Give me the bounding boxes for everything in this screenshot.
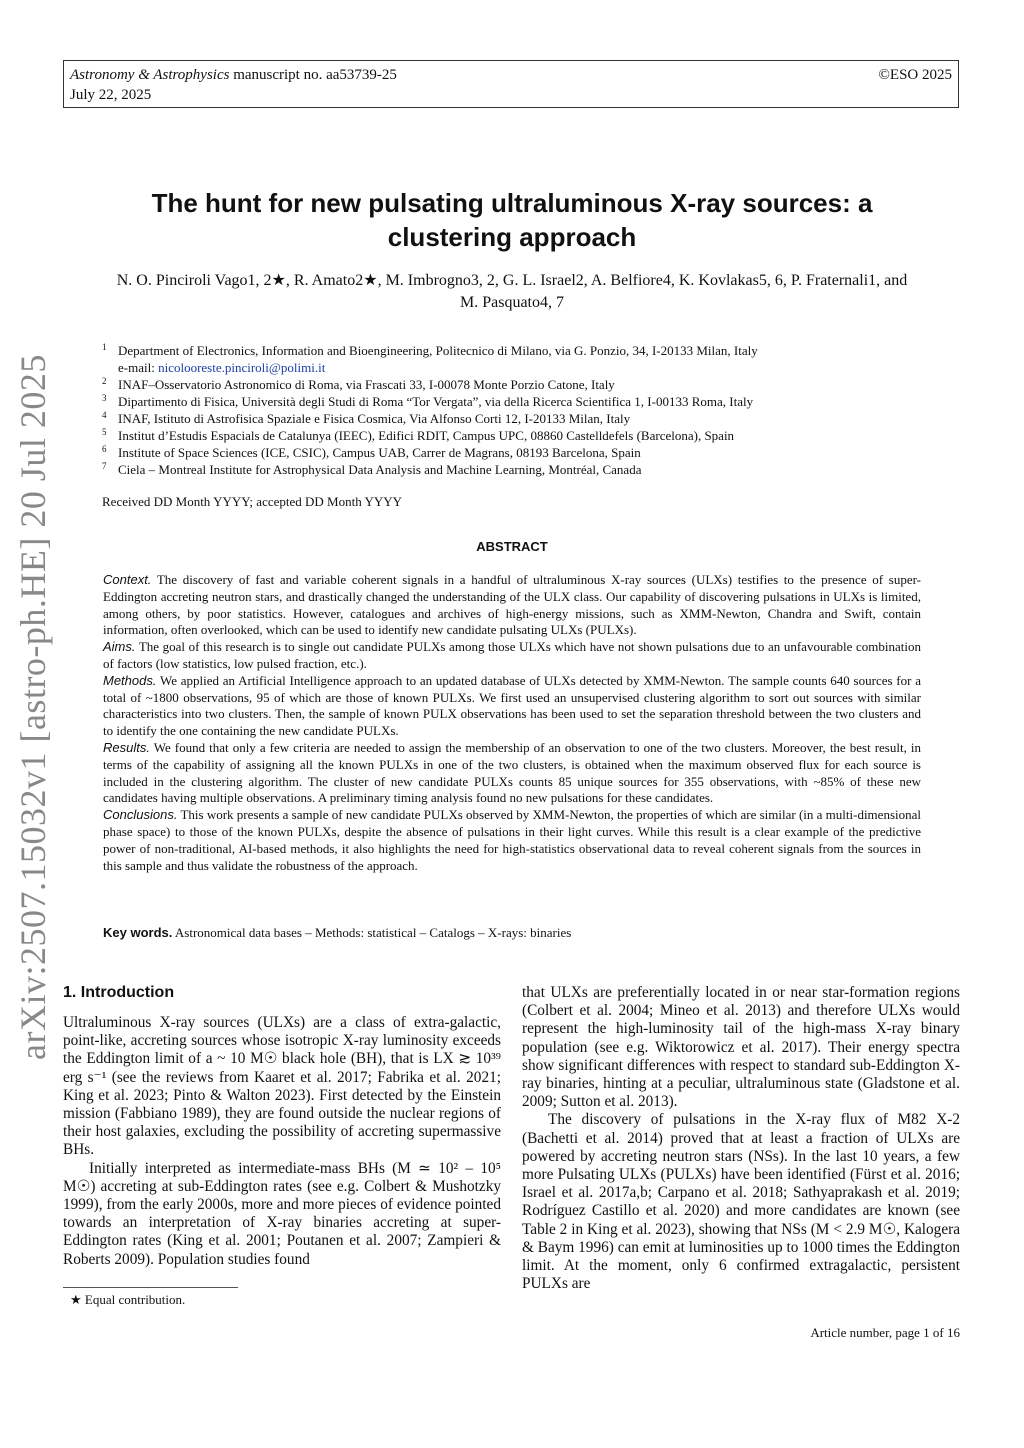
intro-paragraph: The discovery of pulsations in the X-ray flux of M82 X-2 (Bachetti et al. 2014) proved that at least a fraction of ULXs are powered by accreting neutron stars (NSs). In the last 10 years, a few more Pulsating ULXs (PULXs) have been identified (Fürst et al. 2016; Israel et al. 2017a,b; Carpano et al. 2018; Sathyaprakash et al. 2019; Rodríguez Castillo et al. 2020) and more candidates are known (see Table 2 in King et al. 2023), showing that NSs (M < 2.9 M☉, Kalogera & Baym 1996) can emit at luminosities up to 1000 times the Eddington limit. At the moment, only 6 confirmed extragalactic, persistent PULXs are — [522, 1111, 960, 1293]
keywords — [103, 925, 921, 941]
manuscript-number: manuscript no. aa53739-25 — [229, 67, 397, 83]
affiliation-text: Institut d’Estudis Espacials de Catalunya (IEEC), Edifici RDIT, Campus UPC, 08860 Castelldefels (Barcelona), Spain — [118, 428, 735, 443]
affiliation-item — [100, 461, 930, 478]
intro-paragraph: Ultraluminous X-ray sources (ULXs) are a class of extra-galactic, point-like, accreting sources whose isotropic X-ray luminosity exceeds the Eddington limit of a ~ 10 M☉ black hole (BH), that is LX ≳ 10³⁹ erg s⁻¹ (see the reviews from Kaaret et al. 2017; Fabrika et al. 2021; King et al. 2023; Pinto & Walton 2023). First detected by the Einstein mission (Fabbiano 1989), they are found outside the nuclear regions of their host galaxies, excluding the possibility of accreting supermassive BHs. — [63, 1014, 501, 1159]
affiliation-item — [100, 427, 930, 444]
affiliation-text: Department of Electronics, Information and Bioengineering, Politecnico di Milano, via G. Ponzio, 34, I-20133 Milan, Italy — [118, 343, 758, 358]
abstract-title: ABSTRACT — [476, 539, 548, 554]
abstract-methods — [103, 673, 921, 740]
abstract-results — [103, 740, 921, 807]
paper-title: The hunt for new pulsating ultraluminous X-ray sources: a clustering approach — [151, 188, 873, 252]
footnote: ★ Equal contribution. — [70, 1292, 186, 1307]
affiliation-item — [100, 393, 930, 410]
intro-paragraph: Initially interpreted as intermediate-mass BHs (M ≃ 10² – 10⁵ M☉) accreting at sub-Eddington rates (see e.g. Colbert & Mushotzky 1999), from the early 2000s, more and more pieces of evidence pointed towards an interpretation of X-ray binaries accreting at super-Eddington rates (King et al. 2001; Poutanen et al. 2007; Zampieri & Roberts 2009). Population studies found — [63, 1159, 501, 1268]
results-label: Results. — [103, 739, 150, 755]
affiliation-item — [100, 342, 930, 359]
affiliation-text: Dipartimento di Fisica, Università degli Studi di Roma “Tor Vergata”, via della Ricerca Scientifica 1, I-00133 Roma, Italy — [118, 394, 754, 409]
authors-line-1: N. O. Pinciroli Vago1, 2★, R. Amato2★, M. Imbrogno3, 2, G. L. Israel2, A. Belfiore4, K. Kovlakas5, 6, P. Fraternali1, and — [116, 272, 908, 289]
header-date: July 22, 2025 — [70, 87, 152, 103]
affiliation-item — [100, 410, 930, 427]
received-line: Received DD Month YYYY; accepted DD Month YYYY — [102, 494, 403, 509]
conclusions-label: Conclusions. — [103, 807, 178, 823]
right-column — [522, 984, 960, 1293]
affiliation-number: 1 — [102, 342, 107, 352]
authors-line-2: M. Pasquato4, 7 — [460, 294, 564, 311]
abstract-context — [103, 572, 921, 639]
conclusions-text: This work presents a sample of new candidate PULXs observed by XMM-Newton, the properties of which are similar (in a multi-dimensional phase space) to those of the known PULXs, despite the absence of pulsations in their light curves. While this result is a clear example of the predictive power of non-traditional, AI-based methods, it also highlights the need for high-statistics observational data to reveal coherent signals from the sources in this sample and thus validate the robustness of the approach. — [103, 807, 921, 873]
arxiv-stamp[interactable]: arXiv:2507.15032v1 [astro-ph.HE] 20 Jul 2025 — [13, 354, 53, 1060]
copyright: ©ESO 2025 — [878, 67, 952, 83]
keywords-text: Astronomical data bases – Methods: statistical – Catalogs – X-rays: binaries — [172, 925, 572, 940]
context-text: The discovery of fast and variable coherent signals in a handful of ultraluminous X-ray sources (ULXs) testifies to the presence of super-Eddington accreting neutron stars, and drastically changed the understanding of the ULX class. Our capability of discovering pulsations in ULXs is limited, among others, by poor statistics. However, catalogues and archives of high-energy missions, such as XMM-Newton, Chandra and Swift, contain information, often overlooked, which can be used to identify new candidate pulsating ULXs (PULXs). — [103, 572, 921, 638]
journal-line — [70, 65, 952, 85]
email-link[interactable]: nicolooreste.pinciroli@polimi.it — [158, 360, 326, 375]
intro-paragraph: that ULXs are preferentially located in or near star-formation regions (Colbert et al. 2004; Mineo et al. 2013) and therefore ULXs would represent the high-luminosity tail of the high-mass X-ray binary population (see e.g. Wiktorowicz et al. 2017). Their energy spectra show significant differences with respect to standard sub-Eddington X-ray binaries, hinting at a peculiar, ultraluminous state (Gladstone et al. 2009; Sutton et al. 2013). — [522, 984, 960, 1111]
author-list — [70, 270, 954, 314]
aims-label: Aims. — [103, 639, 136, 655]
left-column — [63, 1014, 501, 1269]
journal-name: Astronomy & Astrophysics — [70, 67, 230, 83]
affiliations — [100, 342, 930, 478]
affiliation-text: Institute of Space Sciences (ICE, CSIC), Campus UAB, Carrer de Magrans, 08193 Barcelona, Spain — [118, 445, 641, 460]
section-title: 1. Introduction — [63, 984, 175, 1001]
affiliation-text: INAF, Istituto di Astrofisica Spaziale e Fisica Cosmica, Via Alfonso Corti 12, I-20133 Milan, Italy — [118, 411, 631, 426]
affiliation-email-row — [100, 359, 930, 376]
footnote-divider — [63, 1287, 238, 1288]
keywords-label: Key words. — [103, 925, 173, 940]
affiliation-number: 7 — [102, 461, 107, 471]
affiliation-item — [100, 444, 930, 461]
header-box — [63, 60, 959, 108]
affiliation-item — [100, 376, 930, 393]
affiliation-text: INAF–Osservatorio Astronomico di Roma, via Frascati 33, I-00078 Monte Porzio Catone, Italy — [118, 377, 615, 392]
methods-text: We applied an Artificial Intelligence approach to an updated database of ULXs detected by XMM-Newton. The sample counts 640 sources for a total of ~1800 observations, 95 of which are those of known PULXs. We first used an unsupervised clustering algorithm to sort out sources with similar characteristics into two clusters. Then, the sample of known PULX observations has been used to set the separation threshold between the two clusters and to identify the one containing the new candidate PULXs. — [103, 672, 921, 739]
aims-text: The goal of this research is to single out candidate PULXs among those ULXs which have not shown pulsations due to an unfavourable combination of factors (low statistics, low pulsed fraction, etc.). — [103, 639, 921, 671]
context-label: Context. — [103, 572, 152, 587]
results-text: We found that only a few criteria are needed to assign the membership of an observation to one of the two clusters. Moreover, the best result, in terms of the capability of assigning all the known PULXs in one of the two clusters, is obtained when the maximum observed flux for each source is included in the clustering algorithm. The cluster of new candidate PULXs counts 85 unique sources for 355 observations, with ~85% of these new candidates having multiple observations. A preliminary timing analysis found no new pulsations for these candidates. — [103, 739, 921, 806]
affiliation-number: 3 — [102, 393, 107, 403]
email-label: e-mail: — [118, 360, 159, 375]
abstract-conclusions — [103, 807, 921, 874]
affiliation-text: Ciela – Montreal Institute for Astrophysical Data Analysis and Machine Learning, Montréal, Canada — [118, 462, 642, 477]
methods-label: Methods. — [103, 672, 157, 688]
abstract — [103, 572, 921, 874]
affiliation-number: 6 — [102, 444, 107, 454]
affiliation-number: 5 — [102, 427, 107, 437]
page-number: Article number, page 1 of 16 — [810, 1325, 960, 1340]
affiliation-number: 4 — [102, 410, 107, 420]
affiliation-number: 2 — [102, 376, 107, 386]
abstract-aims — [103, 639, 921, 673]
